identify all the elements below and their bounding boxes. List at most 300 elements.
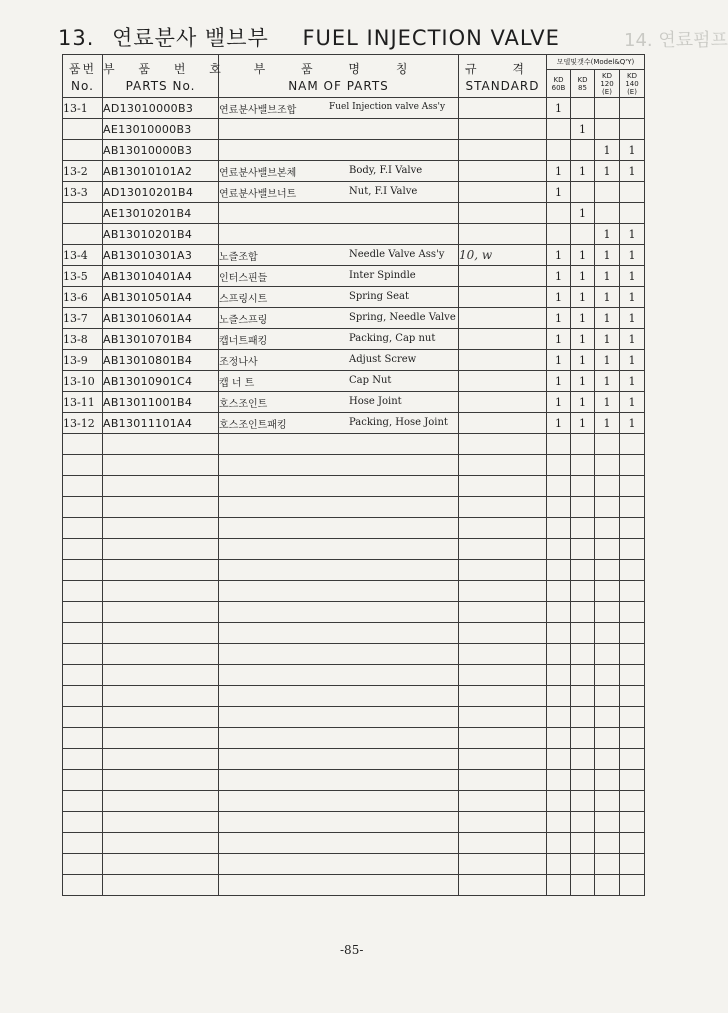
model-qty	[620, 455, 645, 476]
model-qty	[547, 644, 571, 665]
empty-row	[63, 644, 645, 665]
standard	[459, 413, 547, 434]
model-qty	[595, 644, 620, 665]
standard	[459, 350, 547, 371]
model-qty	[595, 770, 620, 791]
model-qty	[620, 707, 645, 728]
part-name	[219, 203, 459, 224]
table-row	[63, 287, 645, 308]
model-qty	[547, 539, 571, 560]
model-qty: 1	[547, 98, 571, 119]
item-no	[63, 707, 103, 728]
item-no	[63, 518, 103, 539]
empty-row	[63, 602, 645, 623]
model-qty	[620, 182, 645, 203]
part-name	[219, 686, 459, 707]
item-no	[63, 434, 103, 455]
part-name	[219, 749, 459, 770]
part-name-korean: 캡 너 트	[219, 377, 255, 389]
part-number	[103, 434, 219, 455]
empty-row	[63, 623, 645, 644]
model-qty	[620, 812, 645, 833]
header-row	[63, 55, 645, 70]
part-number	[103, 707, 219, 728]
model-qty: 1	[547, 245, 571, 266]
model-qty	[571, 707, 595, 728]
model-header: KD 120 (E)	[595, 70, 620, 98]
standard	[459, 161, 547, 182]
part-name-korean: 인터스핀들	[219, 272, 268, 284]
model-qty: 1	[571, 203, 595, 224]
model-qty: 1	[620, 266, 645, 287]
model-qty	[571, 749, 595, 770]
part-name	[219, 392, 459, 413]
model-qty: 1	[595, 245, 620, 266]
model-qty	[620, 728, 645, 749]
part-name-english: Cap Nut	[349, 375, 392, 386]
part-number	[103, 623, 219, 644]
item-no	[63, 224, 103, 245]
part-name-korean: 호스조인트패킹	[219, 419, 287, 431]
standard	[459, 476, 547, 497]
item-no	[63, 644, 103, 665]
model-qty: 1	[571, 308, 595, 329]
model-qty	[620, 602, 645, 623]
model-qty	[547, 455, 571, 476]
part-name	[219, 770, 459, 791]
part-number	[103, 476, 219, 497]
model-qty	[547, 602, 571, 623]
model-qty: 1	[595, 308, 620, 329]
model-qty	[547, 770, 571, 791]
model-qty	[595, 686, 620, 707]
model-qty: 1	[547, 413, 571, 434]
standard	[459, 791, 547, 812]
model-qty: 1	[547, 329, 571, 350]
model-qty: 1	[620, 308, 645, 329]
model-qty	[571, 875, 595, 896]
model-qty	[571, 140, 595, 161]
empty-row	[63, 560, 645, 581]
item-no	[63, 812, 103, 833]
part-number	[103, 875, 219, 896]
table-row	[63, 392, 645, 413]
part-name-english: Spring, Needle Valve	[349, 312, 456, 323]
model-qty: 1	[620, 350, 645, 371]
model-qty	[620, 623, 645, 644]
model-qty	[620, 434, 645, 455]
part-name-english: Packing, Cap nut	[349, 333, 436, 344]
part-name-english: Nut, F.I Valve	[349, 186, 418, 197]
model-qty	[571, 644, 595, 665]
part-name	[219, 476, 459, 497]
model-qty	[571, 539, 595, 560]
part-number: AB13010301A3	[103, 245, 219, 266]
model-qty	[547, 140, 571, 161]
table-row	[63, 266, 645, 287]
part-name-korean: 노즐스프링	[219, 314, 268, 326]
part-name	[219, 833, 459, 854]
standard	[459, 539, 547, 560]
standard	[459, 497, 547, 518]
parts-table	[62, 54, 645, 896]
empty-row	[63, 749, 645, 770]
model-qty	[620, 497, 645, 518]
model-qty: 1	[547, 350, 571, 371]
part-number: AB13010501A4	[103, 287, 219, 308]
model-qty: 1	[547, 308, 571, 329]
model-qty: 1	[571, 371, 595, 392]
model-qty: 1	[571, 119, 595, 140]
empty-row	[63, 728, 645, 749]
item-no: 13-8	[63, 329, 103, 350]
part-number	[103, 665, 219, 686]
item-no: 13-1	[63, 98, 103, 119]
model-qty: 1	[620, 413, 645, 434]
model-qty	[595, 581, 620, 602]
empty-row	[63, 854, 645, 875]
standard	[459, 518, 547, 539]
part-number	[103, 539, 219, 560]
model-qty: 1	[595, 392, 620, 413]
page-number: -85-	[340, 943, 364, 957]
model-qty	[571, 833, 595, 854]
item-no	[63, 539, 103, 560]
item-no	[63, 560, 103, 581]
part-name-english: Needle Valve Ass'y	[349, 249, 445, 260]
model-qty: 1	[571, 161, 595, 182]
model-qty	[595, 455, 620, 476]
standard	[459, 623, 547, 644]
model-qty	[547, 728, 571, 749]
model-qty: 1	[571, 245, 595, 266]
model-qty	[595, 518, 620, 539]
empty-row	[63, 581, 645, 602]
empty-row	[63, 686, 645, 707]
part-name	[219, 350, 459, 371]
part-name-english: Fuel Injection valve Ass'y	[329, 102, 446, 112]
model-qty	[620, 476, 645, 497]
part-number: AB13010401A4	[103, 266, 219, 287]
model-qty	[595, 476, 620, 497]
item-no	[63, 728, 103, 749]
model-qty: 1	[620, 392, 645, 413]
model-qty	[620, 833, 645, 854]
item-no: 13-4	[63, 245, 103, 266]
model-qty	[571, 812, 595, 833]
part-number: AB13010000B3	[103, 140, 219, 161]
empty-row	[63, 770, 645, 791]
part-name	[219, 854, 459, 875]
item-no: 13-3	[63, 182, 103, 203]
part-name	[219, 413, 459, 434]
empty-row	[63, 497, 645, 518]
part-number: AB13011101A4	[103, 413, 219, 434]
item-no	[63, 686, 103, 707]
standard	[459, 371, 547, 392]
part-name	[219, 329, 459, 350]
model-qty	[595, 749, 620, 770]
part-name-korean: 연료분사밸브본체	[219, 167, 297, 179]
table-row	[63, 350, 645, 371]
part-number: AD13010201B4	[103, 182, 219, 203]
model-qty	[547, 497, 571, 518]
model-qty: 1	[595, 140, 620, 161]
part-name	[219, 182, 459, 203]
table-row	[63, 98, 645, 119]
model-qty: 1	[547, 287, 571, 308]
part-number	[103, 770, 219, 791]
part-number	[103, 560, 219, 581]
model-qty	[620, 854, 645, 875]
model-qty	[595, 623, 620, 644]
item-no	[63, 476, 103, 497]
model-qty: 1	[620, 224, 645, 245]
part-name-english: Body, F.I Valve	[349, 165, 423, 176]
model-qty	[571, 854, 595, 875]
header-parts-no: 부 품 번 호 PARTS No.	[103, 55, 219, 98]
part-name	[219, 728, 459, 749]
model-qty: 1	[595, 371, 620, 392]
model-qty	[571, 728, 595, 749]
model-qty	[571, 602, 595, 623]
model-qty: 1	[547, 182, 571, 203]
part-number: AB13011001B4	[103, 392, 219, 413]
standard	[459, 203, 547, 224]
model-qty	[620, 539, 645, 560]
part-name	[219, 287, 459, 308]
part-number	[103, 455, 219, 476]
model-qty	[547, 875, 571, 896]
model-qty	[571, 497, 595, 518]
model-qty	[595, 728, 620, 749]
standard	[459, 854, 547, 875]
model-qty	[620, 791, 645, 812]
model-qty: 1	[547, 371, 571, 392]
part-number	[103, 602, 219, 623]
part-number	[103, 833, 219, 854]
part-name	[219, 371, 459, 392]
model-qty: 1	[595, 266, 620, 287]
part-number: AB13010201B4	[103, 224, 219, 245]
model-qty	[595, 812, 620, 833]
model-qty	[571, 98, 595, 119]
model-qty: 1	[595, 224, 620, 245]
table-row	[63, 308, 645, 329]
part-name	[219, 518, 459, 539]
item-no: 13-5	[63, 266, 103, 287]
item-no	[63, 770, 103, 791]
standard	[459, 329, 547, 350]
item-no: 13-10	[63, 371, 103, 392]
part-number	[103, 518, 219, 539]
empty-row	[63, 791, 645, 812]
part-name	[219, 560, 459, 581]
standard	[459, 665, 547, 686]
table-row	[63, 371, 645, 392]
model-header: KD 140 (E)	[620, 70, 645, 98]
empty-row	[63, 833, 645, 854]
part-number: AB13010901C4	[103, 371, 219, 392]
table-row	[63, 329, 645, 350]
empty-row	[63, 476, 645, 497]
model-qty	[595, 560, 620, 581]
model-qty	[571, 665, 595, 686]
item-no: 13-9	[63, 350, 103, 371]
model-header: KD 60B	[547, 70, 571, 98]
table-row	[63, 245, 645, 266]
part-number: AD13010000B3	[103, 98, 219, 119]
table-row	[63, 140, 645, 161]
model-qty	[620, 203, 645, 224]
part-name	[219, 581, 459, 602]
item-no	[63, 875, 103, 896]
empty-row	[63, 539, 645, 560]
item-no: 13-7	[63, 308, 103, 329]
part-name-korean: 연료분사밸브너트	[219, 188, 297, 200]
empty-row	[63, 518, 645, 539]
table-row	[63, 413, 645, 434]
part-number	[103, 581, 219, 602]
part-name	[219, 707, 459, 728]
empty-row	[63, 812, 645, 833]
model-qty: 1	[571, 329, 595, 350]
item-no	[63, 581, 103, 602]
model-qty	[547, 686, 571, 707]
section-title-korean: 연료분사 밸브부	[112, 26, 269, 50]
part-name	[219, 602, 459, 623]
model-qty	[595, 602, 620, 623]
model-qty: 1	[620, 371, 645, 392]
item-no	[63, 203, 103, 224]
item-no	[63, 140, 103, 161]
model-qty	[571, 770, 595, 791]
standard	[459, 266, 547, 287]
item-no	[63, 497, 103, 518]
model-qty	[547, 854, 571, 875]
part-number	[103, 728, 219, 749]
part-name-korean: 노즐조합	[219, 251, 258, 263]
parts-table-body	[63, 98, 645, 896]
model-qty	[595, 98, 620, 119]
table-row	[63, 224, 645, 245]
header-standard: 규 격 STANDARD	[459, 55, 547, 98]
item-no: 13-11	[63, 392, 103, 413]
model-qty	[571, 476, 595, 497]
model-qty	[547, 623, 571, 644]
model-qty: 1	[620, 287, 645, 308]
model-qty	[571, 581, 595, 602]
item-no: 13-2	[63, 161, 103, 182]
standard	[459, 770, 547, 791]
model-qty	[595, 182, 620, 203]
part-number	[103, 749, 219, 770]
header-name: 부 품 명 칭 NAM OF PARTS	[219, 55, 459, 98]
standard	[459, 581, 547, 602]
part-name	[219, 308, 459, 329]
part-name-korean: 스프링시트	[219, 293, 268, 305]
standard	[459, 728, 547, 749]
table-row	[63, 203, 645, 224]
model-qty	[620, 518, 645, 539]
model-qty	[620, 581, 645, 602]
bleed-through-text: 14. 연료펌프	[624, 30, 728, 51]
standard	[459, 455, 547, 476]
model-qty	[547, 119, 571, 140]
model-qty	[620, 644, 645, 665]
model-qty	[547, 833, 571, 854]
item-no	[63, 623, 103, 644]
item-no	[63, 602, 103, 623]
standard	[459, 224, 547, 245]
part-name	[219, 434, 459, 455]
part-number	[103, 497, 219, 518]
model-qty	[620, 770, 645, 791]
part-number	[103, 854, 219, 875]
section-number: 13.	[58, 26, 95, 50]
standard	[459, 392, 547, 413]
part-name	[219, 140, 459, 161]
part-name	[219, 161, 459, 182]
model-qty	[595, 707, 620, 728]
item-no	[63, 833, 103, 854]
part-name	[219, 623, 459, 644]
part-number: AB13010101A2	[103, 161, 219, 182]
model-qty: 1	[620, 140, 645, 161]
model-qty: 1	[571, 266, 595, 287]
standard	[459, 686, 547, 707]
model-qty: 1	[547, 392, 571, 413]
model-qty: 1	[620, 161, 645, 182]
part-name	[219, 455, 459, 476]
model-qty	[595, 119, 620, 140]
standard	[459, 287, 547, 308]
standard	[459, 812, 547, 833]
model-qty	[571, 455, 595, 476]
part-number: AB13010801B4	[103, 350, 219, 371]
item-no: 13-12	[63, 413, 103, 434]
standard	[459, 707, 547, 728]
model-qty: 1	[595, 329, 620, 350]
part-name-english: Inter Spindle	[349, 270, 416, 281]
part-name	[219, 791, 459, 812]
model-qty: 1	[595, 413, 620, 434]
model-qty	[571, 182, 595, 203]
model-qty	[571, 224, 595, 245]
part-name	[219, 665, 459, 686]
model-qty	[571, 623, 595, 644]
standard	[459, 140, 547, 161]
item-no	[63, 119, 103, 140]
item-no: 13-6	[63, 287, 103, 308]
model-qty	[571, 560, 595, 581]
model-qty	[595, 497, 620, 518]
item-no	[63, 749, 103, 770]
part-number	[103, 644, 219, 665]
model-qty: 1	[571, 350, 595, 371]
part-number: AE13010201B4	[103, 203, 219, 224]
part-number: AE13010000B3	[103, 119, 219, 140]
model-qty	[571, 686, 595, 707]
model-qty	[620, 686, 645, 707]
part-number	[103, 791, 219, 812]
empty-row	[63, 875, 645, 896]
model-qty	[547, 560, 571, 581]
standard	[459, 119, 547, 140]
model-qty: 1	[571, 413, 595, 434]
model-qty	[620, 119, 645, 140]
part-number	[103, 686, 219, 707]
